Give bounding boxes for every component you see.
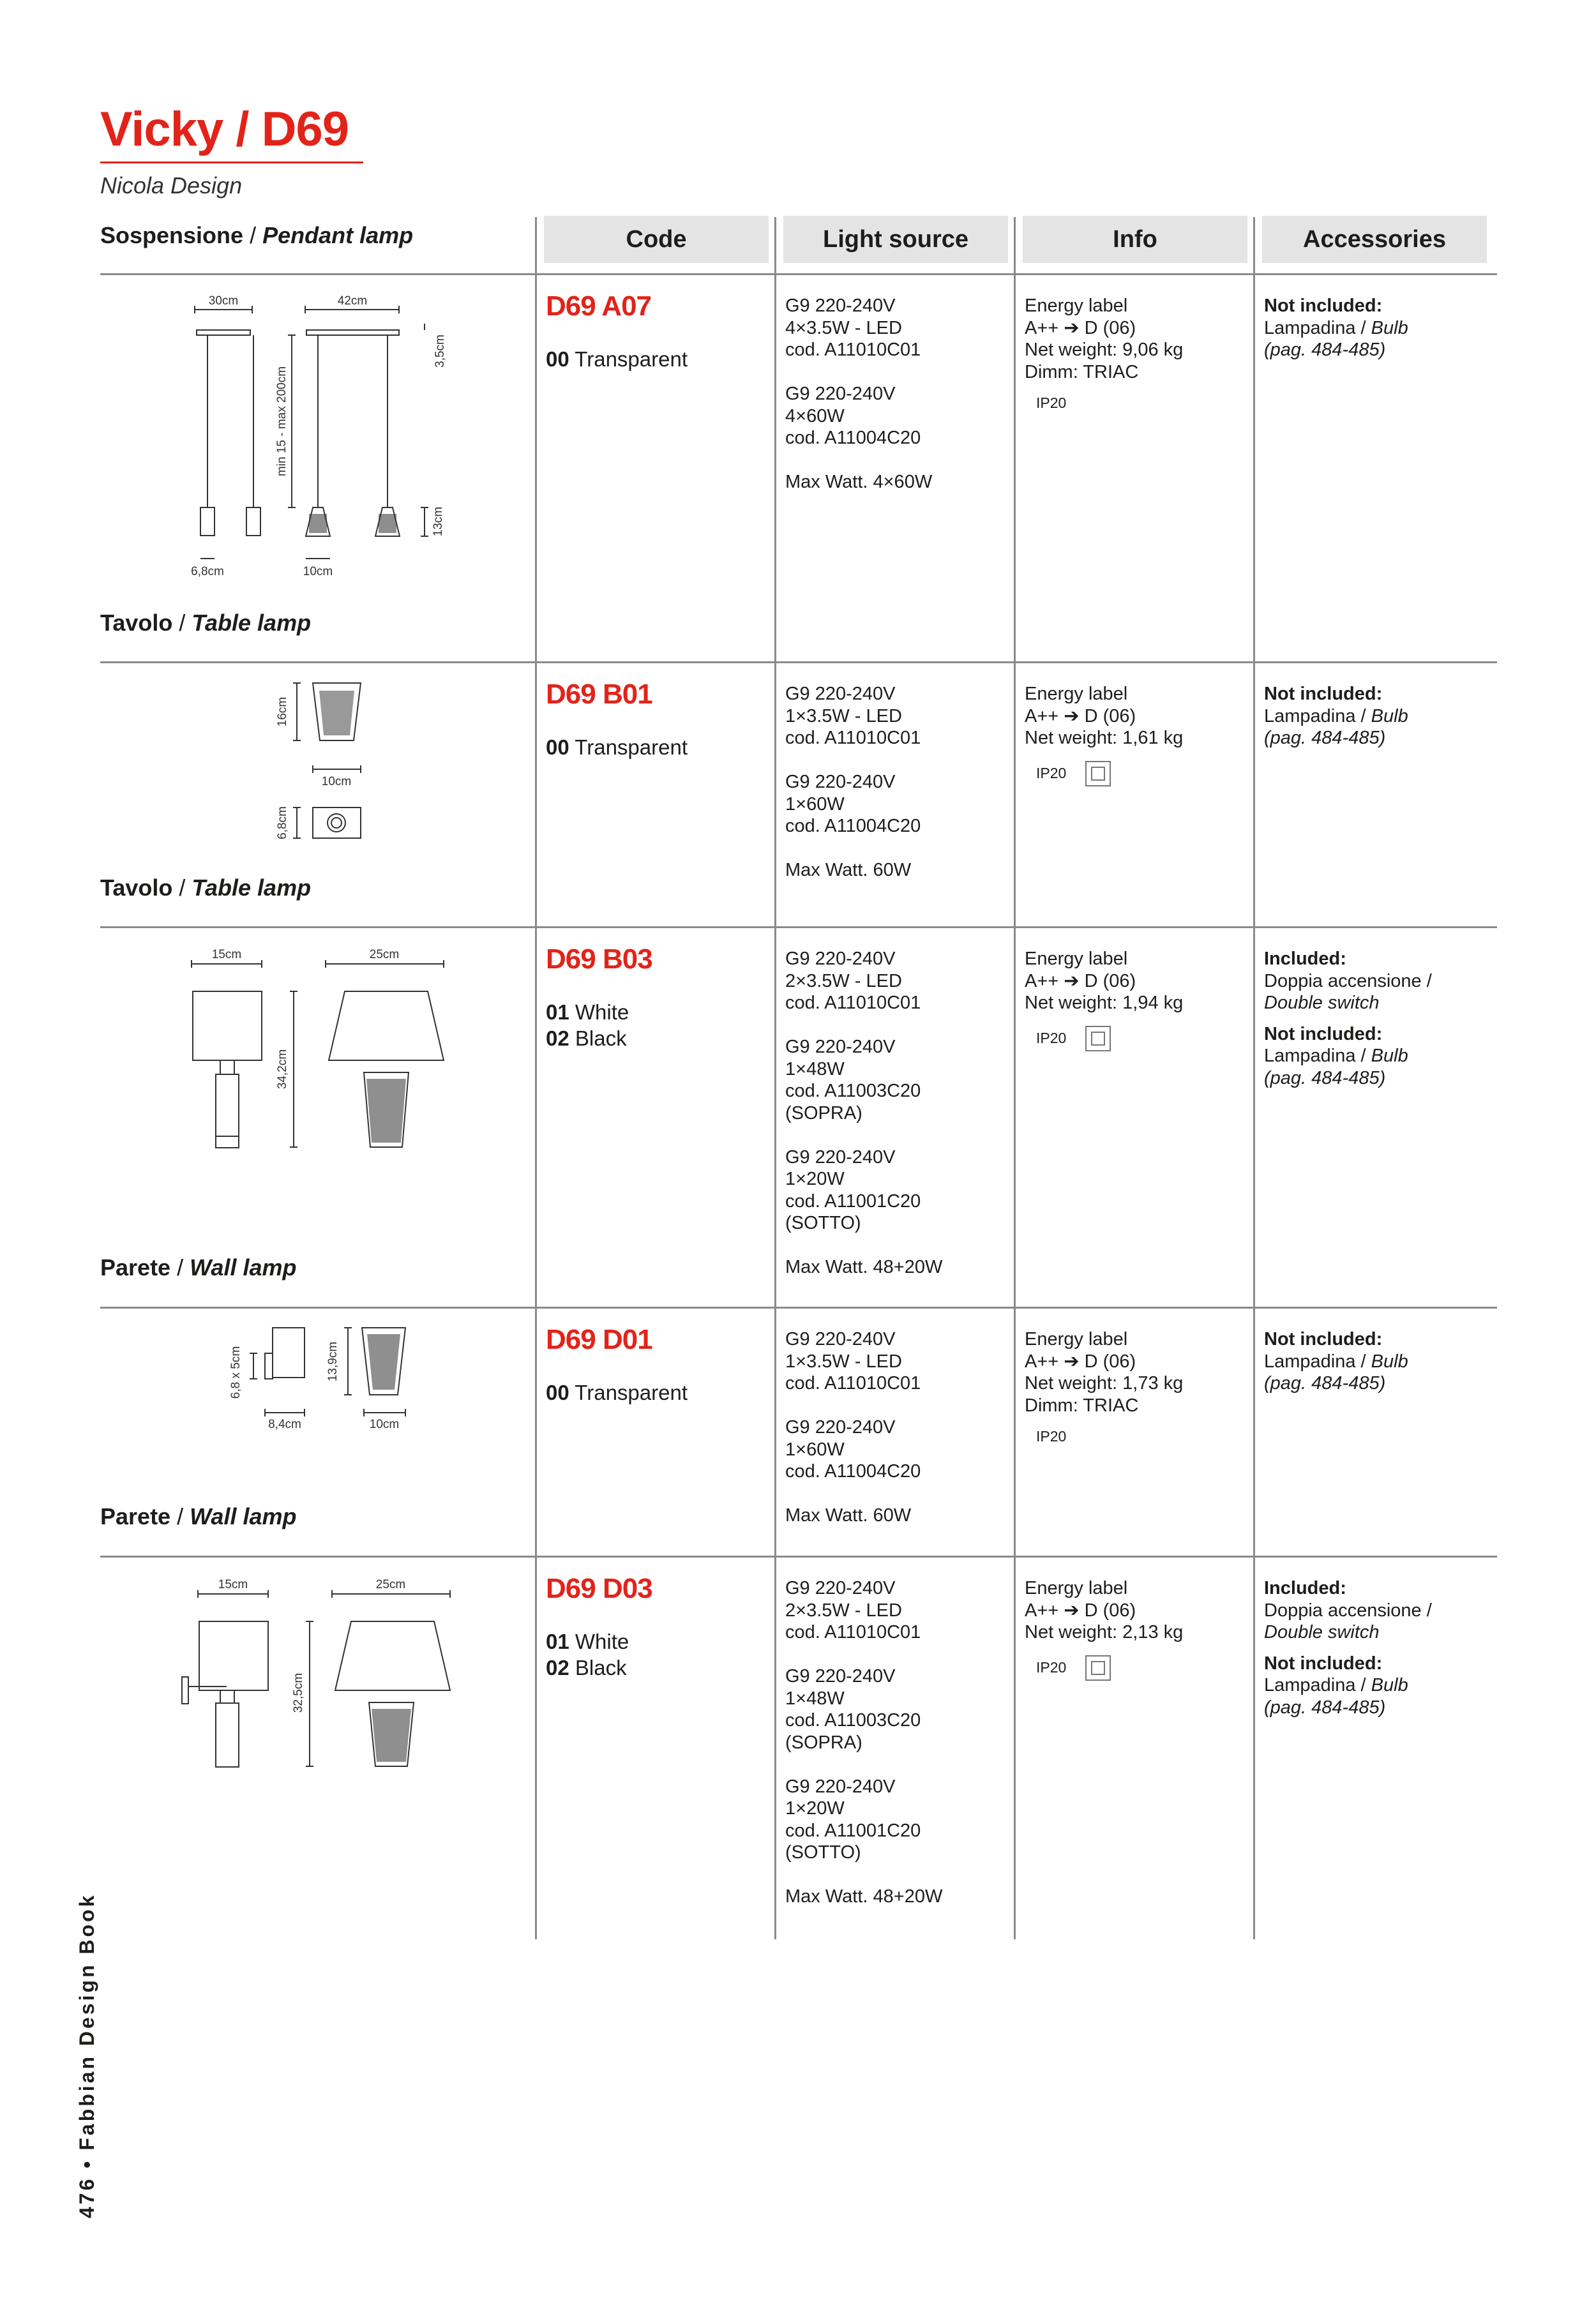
variant-item: 00 Transparent	[546, 1381, 688, 1405]
product-code: D69 D03	[546, 1573, 652, 1604]
dim-label: 42cm	[337, 294, 368, 308]
dim-label: 30cm	[208, 294, 239, 308]
info-text: Energy label A++ ➔ D (06) Net weight: 9,06 kg Dimm: TRIAC	[1025, 296, 1184, 382]
bulb-it: Lampadina /	[1264, 317, 1371, 338]
light-source-text: G9 220-240V 1×3.5W - LED cod. A11010C01 G9 220-240V 1×60W cod. A11004C20 Max Watt. 60W	[785, 684, 921, 880]
variant-list	[546, 1628, 772, 1681]
variant-item: 01 White	[546, 1000, 629, 1025]
category-label: Tavolo / Table lamp	[100, 875, 312, 901]
table-divider	[100, 926, 1497, 928]
table-divider	[100, 1556, 1497, 1558]
product-code: D69 A07	[546, 290, 652, 322]
page-ref: (pag. 484-485)	[1264, 340, 1386, 360]
dim-label: 32,5cm	[292, 1672, 305, 1713]
product-code: D69 B01	[546, 679, 652, 710]
variant-list	[546, 734, 772, 760]
ip-rating: IP20	[1036, 1428, 1067, 1445]
category-it: Parete	[100, 1503, 171, 1529]
bulb-en: Bulb	[1371, 705, 1408, 726]
category-it: Parete	[100, 1254, 171, 1281]
ip-rating: IP20	[1036, 394, 1067, 411]
page-ref: (pag. 484-485)	[1264, 1067, 1386, 1088]
product-code: D69 B03	[546, 943, 652, 975]
dim-label: 25cm	[375, 1578, 406, 1591]
included-item-it: Doppia accensione /	[1264, 1600, 1432, 1621]
pendant-lamp-diagram	[153, 290, 498, 584]
column-divider	[1014, 217, 1016, 1939]
variant-item: 02 Black	[546, 1656, 627, 1680]
variant-item: 00 Transparent	[546, 347, 688, 372]
category-it: Tavolo	[100, 610, 173, 636]
info-text: Energy label A++ ➔ D (06) Net weight: 1,94 kg	[1025, 949, 1184, 1013]
dim-label: 6,8 x 5cm	[229, 1346, 243, 1399]
table-lamp-diagram	[268, 677, 396, 849]
table-lamp-shade-diagram	[185, 942, 466, 1171]
variant-list	[546, 346, 772, 372]
not-included-label: Not included:	[1264, 1023, 1383, 1044]
wall-lamp-diagram	[227, 1325, 431, 1439]
light-source-text: G9 220-240V 2×3.5W - LED cod. A11010C01 G9 220-240V 1×48W cod. A11003C20 (SOPRA) G9 220-240V 1×20W cod. A11001C20 (SOTTO) Max Watt. 48+20W	[785, 1578, 943, 1907]
designer-name: Nicola Design	[100, 172, 243, 199]
page-ref: (pag. 484-485)	[1264, 728, 1386, 748]
included-label: Included:	[1264, 1578, 1346, 1598]
category-en: Pendant lamp	[262, 222, 414, 248]
category-en: Wall lamp	[190, 1254, 297, 1281]
category-it: Sospensione	[100, 222, 244, 248]
light-source-text: G9 220-240V 2×3.5W - LED cod. A11010C01 G9 220-240V 1×48W cod. A11003C20 (SOPRA) G9 220-240V 1×20W cod. A11001C20 (SOTTO) Max Watt. 48+20W	[785, 949, 943, 1277]
category-en: Table lamp	[192, 610, 312, 636]
dim-label: 13cm	[432, 506, 445, 537]
dim-label: 3,5cm	[433, 334, 447, 368]
included-item-it: Doppia accensione /	[1264, 970, 1432, 991]
included-item-en: Double switch	[1264, 1622, 1380, 1642]
bulb-it: Lampadina /	[1264, 1675, 1371, 1695]
variant-item: 00 Transparent	[546, 735, 688, 760]
category-label: Tavolo / Table lamp	[100, 610, 312, 636]
bulb-it: Lampadina /	[1264, 1046, 1371, 1066]
dim-label: 34,2cm	[276, 1049, 289, 1090]
column-header-light-source: Light source	[783, 216, 1008, 263]
column-divider	[774, 217, 776, 1939]
info-text: Energy label A++ ➔ D (06) Net weight: 1,61 kg	[1025, 684, 1184, 748]
not-included-label: Not included:	[1264, 684, 1383, 704]
table-divider	[100, 661, 1497, 663]
bulb-it: Lampadina /	[1264, 1351, 1371, 1372]
light-source-text: G9 220-240V 4×3.5W - LED cod. A11010C01 G9 220-240V 4×60W cod. A11004C20 Max Watt. 4×60W	[785, 296, 933, 492]
bulb-en: Bulb	[1371, 1351, 1408, 1372]
category-en: Table lamp	[192, 875, 312, 901]
variant-item: 02 Black	[546, 1026, 627, 1051]
ip-rating: IP20	[1036, 1030, 1067, 1046]
variant-list	[546, 999, 772, 1051]
table-divider	[100, 273, 1497, 275]
not-included-label: Not included:	[1264, 1329, 1383, 1349]
double-insulation-icon	[1085, 1655, 1111, 1681]
ip-rating: IP20	[1036, 765, 1067, 781]
dim-label: 6,8cm	[276, 806, 289, 839]
category-label: Parete / Wall lamp	[100, 1503, 297, 1529]
dim-label: 25cm	[369, 948, 400, 961]
included-item-en: Double switch	[1264, 993, 1380, 1013]
bulb-en: Bulb	[1371, 1675, 1408, 1695]
not-included-label: Not included:	[1264, 296, 1383, 316]
dim-label: 10cm	[321, 775, 352, 788]
dim-label: 10cm	[369, 1418, 400, 1431]
not-included-label: Not included:	[1264, 1653, 1383, 1674]
dim-label: 6,8cm	[191, 565, 224, 578]
table-divider	[100, 1307, 1497, 1309]
page-title: Vicky / D69	[100, 102, 349, 156]
dim-label: 15cm	[218, 1578, 248, 1591]
bulb-it: Lampadina /	[1264, 705, 1371, 726]
page-ref: (pag. 484-485)	[1264, 1697, 1386, 1718]
dim-label: 10cm	[303, 565, 333, 578]
double-insulation-icon	[1085, 761, 1111, 786]
category-label: Parete / Wall lamp	[100, 1254, 297, 1281]
variant-list	[546, 1379, 772, 1406]
product-code: D69 D01	[546, 1324, 652, 1355]
wall-lamp-shade-diagram	[179, 1572, 460, 1776]
bulb-en: Bulb	[1371, 1046, 1408, 1066]
title-underline	[100, 162, 363, 163]
column-header-info: Info	[1023, 216, 1247, 263]
bulb-en: Bulb	[1371, 317, 1408, 338]
dim-label: 15cm	[211, 948, 242, 961]
dim-label: 13,9cm	[326, 1341, 340, 1382]
column-header-accessories: Accessories	[1262, 216, 1487, 263]
page-ref: (pag. 484-485)	[1264, 1373, 1386, 1394]
double-insulation-icon	[1085, 1026, 1111, 1051]
category-label: Sospensione / Pendant lamp	[100, 222, 414, 248]
column-divider	[535, 217, 537, 1939]
dim-label: 16cm	[276, 696, 289, 727]
included-label: Included:	[1264, 949, 1346, 969]
category-en: Wall lamp	[190, 1503, 297, 1529]
dim-label: min 15 - max 200cm	[275, 366, 289, 477]
dim-label: 8,4cm	[268, 1418, 301, 1431]
info-text: Energy label A++ ➔ D (06) Net weight: 1,73 kg Dimm: TRIAC	[1025, 1329, 1184, 1416]
page-footer: 476 • Fabbian Design Book	[75, 1893, 98, 2218]
column-header-code: Code	[544, 216, 769, 263]
variant-item: 01 White	[546, 1630, 629, 1654]
info-text: Energy label A++ ➔ D (06) Net weight: 2,13 kg	[1025, 1578, 1184, 1642]
ip-rating: IP20	[1036, 1659, 1067, 1676]
column-divider	[1253, 217, 1255, 1939]
light-source-text: G9 220-240V 1×3.5W - LED cod. A11010C01 G9 220-240V 1×60W cod. A11004C20 Max Watt. 60W	[785, 1329, 921, 1526]
category-it: Tavolo	[100, 875, 173, 901]
